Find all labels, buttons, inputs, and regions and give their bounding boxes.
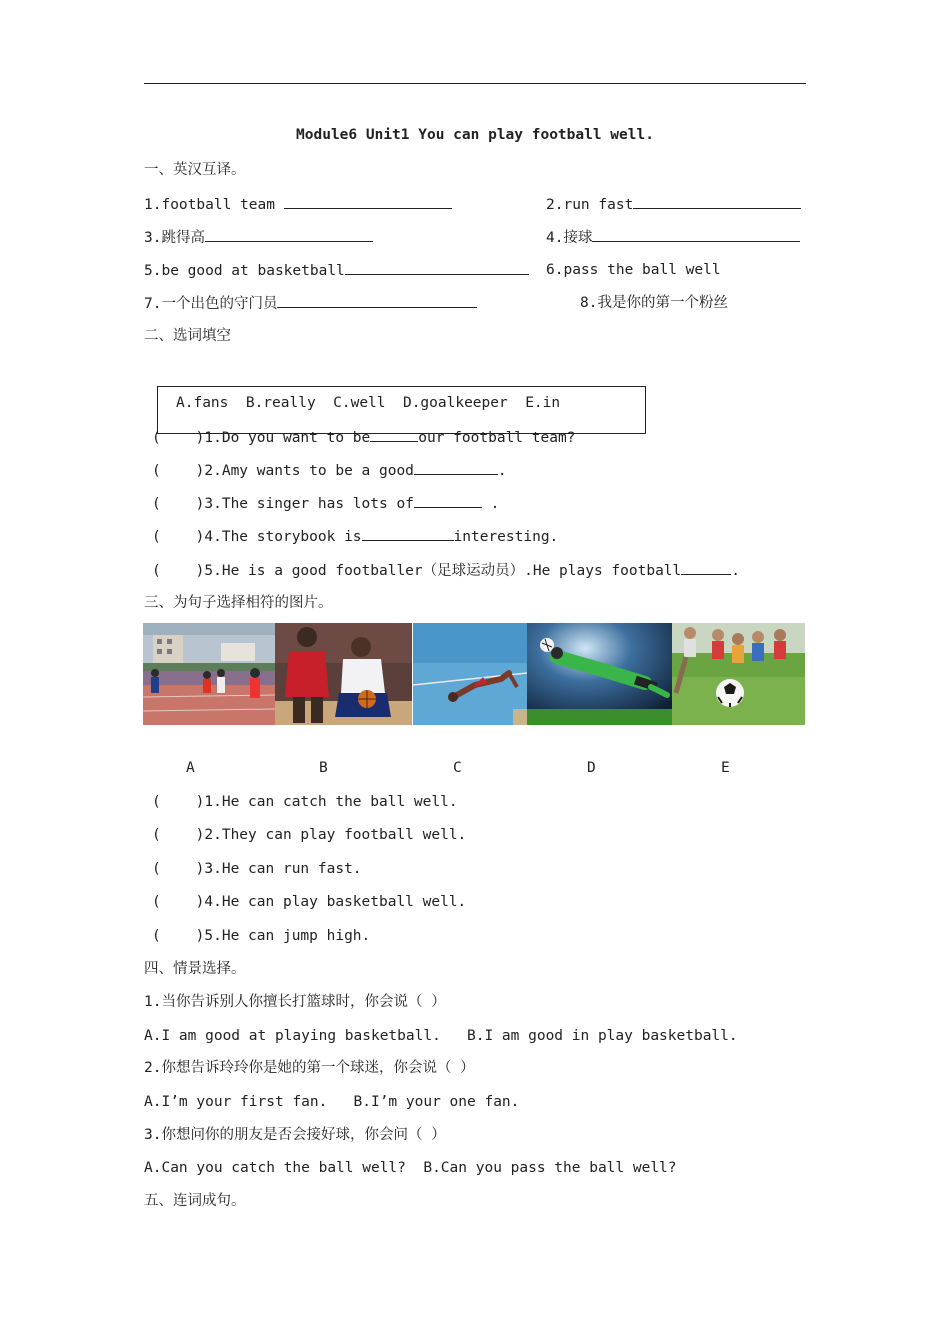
section5-heading: 五、连词成句。: [144, 1193, 246, 1209]
s1-item-8: 8.我是你的第一个粉丝: [580, 295, 728, 311]
s1-item-5: 5.be good at basketball: [144, 260, 529, 281]
answer-blank[interactable]: [205, 227, 373, 242]
s3-item-1: ( )1.He can catch the ball well.: [152, 794, 458, 810]
answer-blank[interactable]: [414, 460, 498, 475]
header-rule: [144, 83, 806, 84]
picture-a-running: [143, 623, 275, 725]
section3-heading: 三、为句子选择相符的图片。: [144, 595, 333, 611]
picture-label-a: A: [186, 760, 195, 776]
picture-label-c: C: [453, 760, 462, 776]
answer-blank[interactable]: [277, 293, 477, 308]
s1-item-1: 1.football team: [144, 194, 452, 215]
answer-blank[interactable]: [414, 493, 482, 508]
s3-item-4: ( )4.He can play basketball well.: [152, 894, 467, 910]
s3-item-5: ( )5.He can jump high.: [152, 928, 371, 944]
picture-b-basketball: [275, 623, 412, 725]
s2-item-1: ( )1.Do you want to be our football team?: [152, 427, 575, 448]
s3-item-2: ( )2.They can play football well.: [152, 827, 467, 843]
section1-heading: 一、英汉互译。: [144, 162, 246, 178]
picture-label-b: B: [319, 760, 328, 776]
s2-item-4: ( )4.The storybook is interesting.: [152, 526, 558, 547]
section2-heading: 二、选词填空: [144, 328, 231, 344]
picture-e-football-team: [672, 623, 805, 725]
s4-options-1: A.I am good at playing basketball. B.I am good in play basketball.: [144, 1028, 738, 1044]
s2-item-5: ( )5.He is a good footballer（足球运动员）.He plays football .: [152, 560, 740, 581]
s4-question-1: 1.当你告诉别人你擅长打篮球时，你会说（ ）: [144, 994, 446, 1010]
answer-blank[interactable]: [592, 227, 800, 242]
s1-item-3: 3.跳得高: [144, 227, 373, 248]
answer-blank[interactable]: [284, 194, 452, 209]
picture-d-goalkeeper: [527, 623, 672, 725]
s4-question-2: 2.你想告诉玲玲你是她的第一个球迷，你会说（ ）: [144, 1060, 475, 1076]
s2-item-3: ( )3.The singer has lots of .: [152, 493, 499, 514]
s2-item-2: ( )2.Amy wants to be a good .: [152, 460, 507, 481]
s1-item-4: 4.接球: [546, 227, 800, 248]
page-title: Module6 Unit1 You can play football well.: [296, 127, 654, 143]
word-bank: A.fans B.really C.well D.goalkeeper E.in: [176, 395, 561, 411]
s4-options-2: A.I’m your first fan. B.I’m your one fan.: [144, 1094, 520, 1110]
answer-blank[interactable]: [345, 260, 529, 275]
answer-blank[interactable]: [633, 194, 801, 209]
answer-blank[interactable]: [370, 427, 418, 442]
s4-options-3: A.Can you catch the ball well? B.Can you pass the ball well?: [144, 1160, 677, 1176]
picture-label-d: D: [587, 760, 596, 776]
picture-label-e: E: [721, 760, 730, 776]
answer-blank[interactable]: [362, 526, 454, 541]
s1-item-6: 6.pass the ball well: [546, 262, 721, 278]
s1-item-7: 7.一个出色的守门员: [144, 293, 477, 314]
s4-question-3: 3.你想问你的朋友是否会接好球，你会问（ ）: [144, 1127, 446, 1143]
s1-item-2: 2.run fast: [546, 194, 801, 215]
answer-blank[interactable]: [681, 560, 731, 575]
picture-c-high-jump: [413, 623, 527, 725]
section4-heading: 四、情景选择。: [144, 961, 246, 977]
s3-item-3: ( )3.He can run fast.: [152, 861, 362, 877]
